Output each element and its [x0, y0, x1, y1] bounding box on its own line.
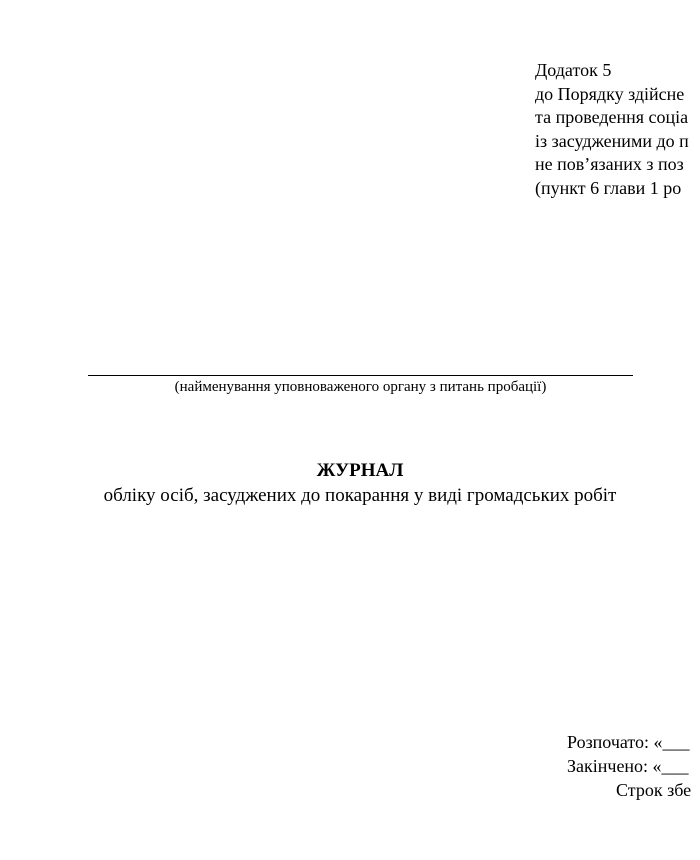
annex-line: із засудженими до п	[535, 130, 689, 151]
annex-line: до Порядку здійсне	[535, 83, 685, 104]
annex-line: Додаток 5	[535, 60, 612, 80]
dates-block	[567, 730, 691, 802]
journal-title: ЖУРНАЛ	[316, 460, 404, 481]
storage-term-field: Строк збе	[616, 780, 692, 800]
organization-fill-line	[88, 375, 633, 376]
annex-line: та проведення соціа	[535, 107, 689, 127]
journal-subtitle: обліку осіб, засуджених до покарання у виді громадських робіт	[103, 485, 617, 506]
organization-caption: (найменування уповноваженого органу з питань пробації)	[174, 379, 547, 395]
annex-block	[535, 59, 689, 200]
annex-line: не пов’язаних з поз	[535, 154, 684, 174]
annex-line: (пункт 6 глави 1 ро	[535, 177, 682, 198]
finished-date-field: Закінчено: «___	[567, 756, 689, 776]
started-date-field: Розпочато: «___	[567, 732, 690, 752]
